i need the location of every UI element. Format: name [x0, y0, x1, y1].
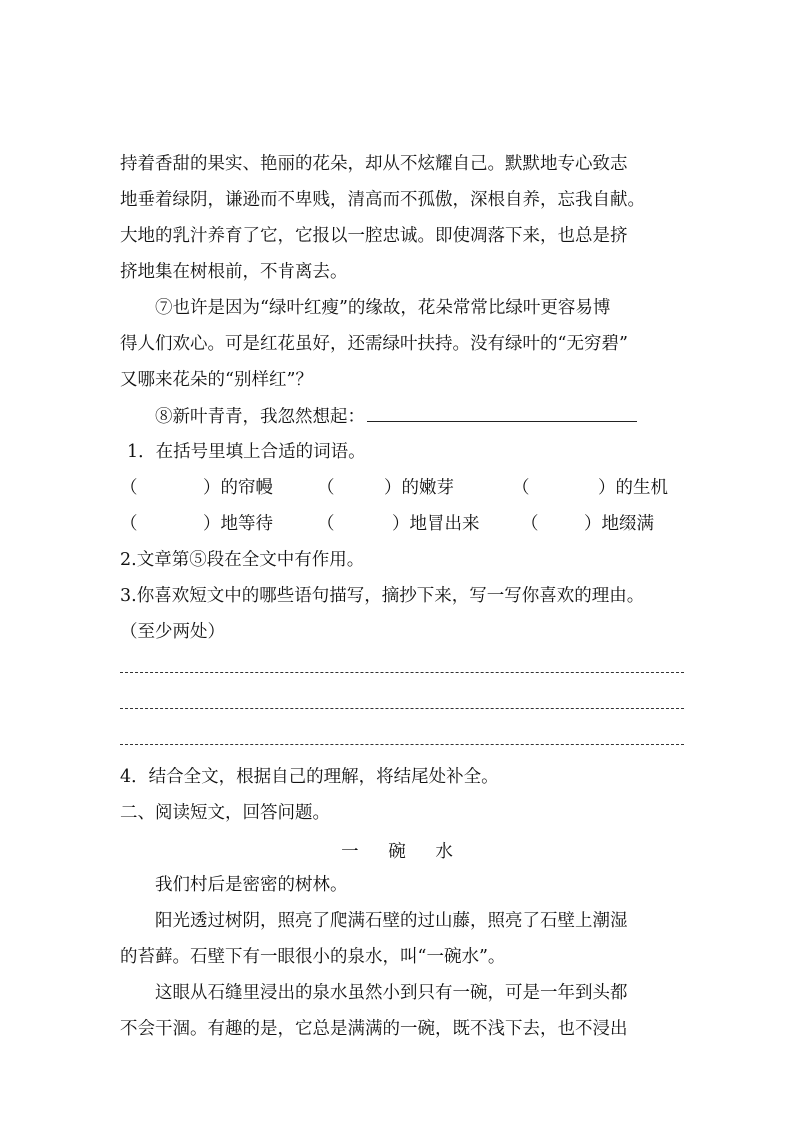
question-2: 2.文章第⑤段在全文中有作用。: [120, 550, 365, 570]
story-line-2: 阳光透过树阴，照亮了爬满石壁的过山藤，照亮了石壁上潮湿: [155, 911, 628, 931]
passage-paragraph-7-line-1: ⑦也许是因为“绿叶红瘦”的缘故，花朵常常比绿叶更容易博: [155, 298, 611, 318]
q1-row1-paren-open-2: （: [317, 478, 335, 498]
story-line-3: 的苔藓。石壁下有一眼很小的泉水，叫“一碗水”。: [120, 947, 506, 967]
q1-row2-item-3: ）地缀满: [584, 514, 654, 534]
q1-row2-paren-open-3: （: [521, 514, 539, 534]
section-2-heading: 二、阅读短文，回答问题。: [120, 803, 330, 823]
question-4: 4．结合全文，根据自己的理解，将结尾处补全。: [120, 767, 499, 787]
q1-row1-item-1: ）的帘幔: [203, 478, 273, 498]
title-char-2: 碗: [388, 842, 406, 862]
question-3-note: （至少两处）: [120, 622, 225, 642]
title-char-3: 水: [435, 842, 453, 862]
passage-line-4: 挤地集在树根前，不肯离去。: [120, 262, 348, 282]
passage-line-1: 持着香甜的果实、艳丽的花朵，却从不炫耀自己。默默地专心致志: [120, 154, 628, 174]
paragraph-8-text: ⑧新叶青青，我忽然想起：: [155, 407, 365, 427]
passage-paragraph-7-line-3: 又哪来花朵的“别样红”？: [120, 370, 313, 390]
story-line-1: 我们村后是密密的树林。: [155, 875, 348, 895]
q1-row2-paren-open-2: （: [317, 514, 335, 534]
q1-row2-paren-open-1: （: [120, 514, 138, 534]
story-line-4: 这眼从石缝里浸出的泉水虽然小到只有一碗，可是一年到头都: [155, 983, 628, 1003]
answer-line-2[interactable]: [120, 708, 684, 709]
q1-row2-item-2: ）地冒出来: [392, 514, 480, 534]
q1-row1-item-3: ）的生机: [598, 478, 668, 498]
passage-paragraph-8: [155, 405, 637, 428]
q1-row2-item-1: ）地等待: [203, 514, 273, 534]
q1-row1-item-2: ）的嫩芽: [384, 478, 454, 498]
passage-line-2: 地垂着绿阴，谦逊而不卑贱，清高而不孤傲，深根自养，忘我自献。: [120, 190, 645, 210]
answer-line-1[interactable]: [120, 672, 684, 673]
ending-blank[interactable]: [367, 405, 637, 422]
question-3: 3.你喜欢短文中的哪些语句描写，摘抄下来，写一写你喜欢的理由。: [120, 586, 645, 606]
q1-row1-paren-open-1: （: [120, 478, 138, 498]
title-char-1: 一: [341, 842, 359, 862]
question-1: 1．在括号里填上合适的词语。: [127, 442, 366, 462]
q1-row1-paren-open-3: （: [512, 478, 530, 498]
passage-line-3: 大地的乳汁养育了它，它报以一腔忠诚。即使凋落下来，也总是挤: [120, 226, 628, 246]
story-line-5: 不会干涸。有趣的是，它总是满满的一碗，既不浅下去，也不浸出: [120, 1019, 628, 1039]
story-title: [0, 838, 794, 863]
answer-line-3[interactable]: [120, 744, 684, 745]
passage-paragraph-7-line-2: 得人们欢心。可是红花虽好，还需绿叶扶持。没有绿叶的“无穷碧”: [120, 334, 628, 354]
